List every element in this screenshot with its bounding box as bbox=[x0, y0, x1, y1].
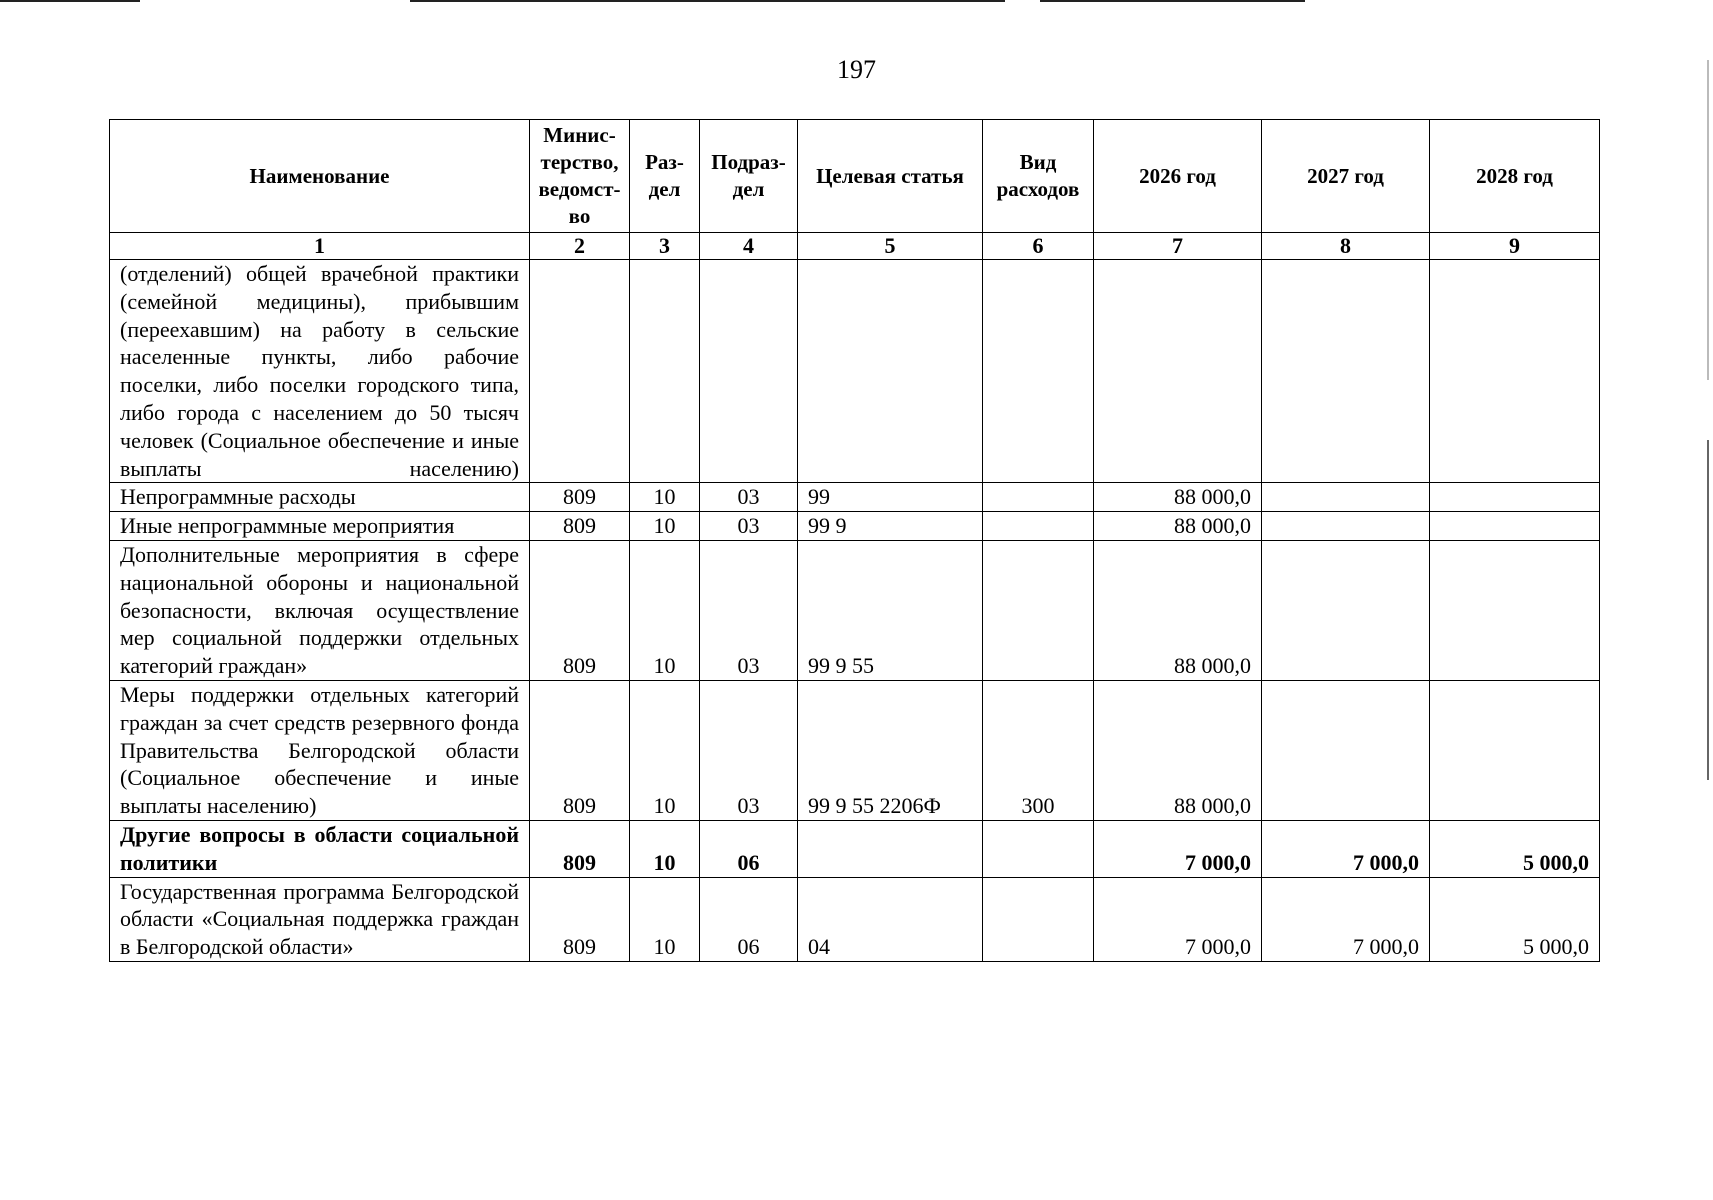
row-ministry: 809 bbox=[530, 680, 630, 820]
row-2028 bbox=[1430, 512, 1600, 541]
row-2028 bbox=[1430, 540, 1600, 680]
row-ministry bbox=[530, 260, 630, 483]
row-2027 bbox=[1262, 680, 1430, 820]
row-section: 10 bbox=[630, 483, 700, 512]
row-target: 99 bbox=[798, 483, 983, 512]
scan-edge-line-center bbox=[410, 0, 1005, 2]
page-number: 197 bbox=[837, 55, 876, 84]
header-2026: 2026 год bbox=[1094, 120, 1262, 233]
row-2028 bbox=[1430, 680, 1600, 820]
column-number-row bbox=[110, 233, 1600, 260]
row-2028 bbox=[1430, 483, 1600, 512]
row-2027: 7 000,0 bbox=[1262, 877, 1430, 961]
row-name: Государственная программа Белгородской области «Социальная поддержка граждан в Белгородской области» bbox=[110, 877, 530, 961]
scan-edge-mark-lower bbox=[1707, 440, 1709, 780]
table-row bbox=[110, 540, 1600, 680]
row-2026: 7 000,0 bbox=[1094, 820, 1262, 877]
row-2026: 88 000,0 bbox=[1094, 540, 1262, 680]
header-subsection: Подраз-дел bbox=[700, 120, 798, 233]
row-kind bbox=[983, 512, 1094, 541]
row-target: 99 9 55 2206Ф bbox=[798, 680, 983, 820]
scan-edge-line-left bbox=[0, 0, 140, 2]
row-subsection: 06 bbox=[700, 820, 798, 877]
row-section bbox=[630, 260, 700, 483]
table-row bbox=[110, 483, 1600, 512]
row-kind bbox=[983, 877, 1094, 961]
header-kind: Вид расходов bbox=[983, 120, 1094, 233]
row-2027 bbox=[1262, 260, 1430, 483]
row-name: Иные непрограммные мероприятия bbox=[110, 512, 530, 541]
table-row bbox=[110, 260, 1600, 483]
row-name: Непрограммные расходы bbox=[110, 483, 530, 512]
row-kind bbox=[983, 483, 1094, 512]
row-kind bbox=[983, 260, 1094, 483]
row-section: 10 bbox=[630, 512, 700, 541]
row-2026: 88 000,0 bbox=[1094, 483, 1262, 512]
row-ministry: 809 bbox=[530, 877, 630, 961]
row-2027 bbox=[1262, 483, 1430, 512]
row-name: Меры поддержки отдельных категорий граждан за счет средств резервного фонда Правительства Белгородской области (Социальное обеспечение и иные выплаты населению) bbox=[110, 680, 530, 820]
colnum-3: 3 bbox=[630, 233, 700, 260]
header-ministry: Минис-терство, ведомст-во bbox=[530, 120, 630, 233]
row-subsection: 06 bbox=[700, 877, 798, 961]
header-target: Целевая статья bbox=[798, 120, 983, 233]
row-name: (отделений) общей врачебной практики (семейной медицины), прибывшим (переехавшим) на работу в сельские населенные пункты, либо рабочие поселки, либо поселки городского типа, либо города с населением до 50 тысяч человек (Социальное обеспечение и иные выплаты населению) bbox=[110, 260, 530, 483]
row-kind: 300 bbox=[983, 680, 1094, 820]
table-row bbox=[110, 877, 1600, 961]
row-subsection: 03 bbox=[700, 540, 798, 680]
row-section: 10 bbox=[630, 877, 700, 961]
row-2027: 7 000,0 bbox=[1262, 820, 1430, 877]
header-2028: 2028 год bbox=[1430, 120, 1600, 233]
scan-edge-mark bbox=[1707, 60, 1709, 380]
table-row bbox=[110, 820, 1600, 877]
colnum-6: 6 bbox=[983, 233, 1094, 260]
table-row bbox=[110, 512, 1600, 541]
colnum-1: 1 bbox=[110, 233, 530, 260]
header-section: Раз-дел bbox=[630, 120, 700, 233]
colnum-5: 5 bbox=[798, 233, 983, 260]
header-name: Наименование bbox=[110, 120, 530, 233]
row-2028: 5 000,0 bbox=[1430, 877, 1600, 961]
row-target: 99 9 55 bbox=[798, 540, 983, 680]
row-subsection: 03 bbox=[700, 680, 798, 820]
colnum-9: 9 bbox=[1430, 233, 1600, 260]
row-ministry: 809 bbox=[530, 820, 630, 877]
header-2027: 2027 год bbox=[1262, 120, 1430, 233]
row-ministry: 809 bbox=[530, 512, 630, 541]
budget-table bbox=[109, 119, 1600, 962]
row-target: 99 9 bbox=[798, 512, 983, 541]
colnum-8: 8 bbox=[1262, 233, 1430, 260]
row-section: 10 bbox=[630, 540, 700, 680]
scan-edge-line-right bbox=[1040, 0, 1305, 2]
row-2026: 88 000,0 bbox=[1094, 680, 1262, 820]
table-header-row bbox=[110, 120, 1600, 233]
row-2028: 5 000,0 bbox=[1430, 820, 1600, 877]
row-subsection bbox=[700, 260, 798, 483]
row-subsection: 03 bbox=[700, 512, 798, 541]
row-2027 bbox=[1262, 540, 1430, 680]
colnum-4: 4 bbox=[700, 233, 798, 260]
row-ministry: 809 bbox=[530, 483, 630, 512]
row-name: Другие вопросы в области социальной политики bbox=[110, 820, 530, 877]
row-ministry: 809 bbox=[530, 540, 630, 680]
row-2026: 88 000,0 bbox=[1094, 512, 1262, 541]
row-2026 bbox=[1094, 260, 1262, 483]
row-section: 10 bbox=[630, 820, 700, 877]
row-kind bbox=[983, 820, 1094, 877]
row-target bbox=[798, 820, 983, 877]
colnum-2: 2 bbox=[530, 233, 630, 260]
row-target bbox=[798, 260, 983, 483]
row-2026: 7 000,0 bbox=[1094, 877, 1262, 961]
row-target: 04 bbox=[798, 877, 983, 961]
row-2028 bbox=[1430, 260, 1600, 483]
row-name: Дополнительные мероприятия в сфере национальной обороны и национальной безопасности, включая осуществление мер социальной поддержки отдельных категорий граждан» bbox=[110, 540, 530, 680]
colnum-7: 7 bbox=[1094, 233, 1262, 260]
row-section: 10 bbox=[630, 680, 700, 820]
row-subsection: 03 bbox=[700, 483, 798, 512]
table-row bbox=[110, 680, 1600, 820]
row-2027 bbox=[1262, 512, 1430, 541]
row-kind bbox=[983, 540, 1094, 680]
